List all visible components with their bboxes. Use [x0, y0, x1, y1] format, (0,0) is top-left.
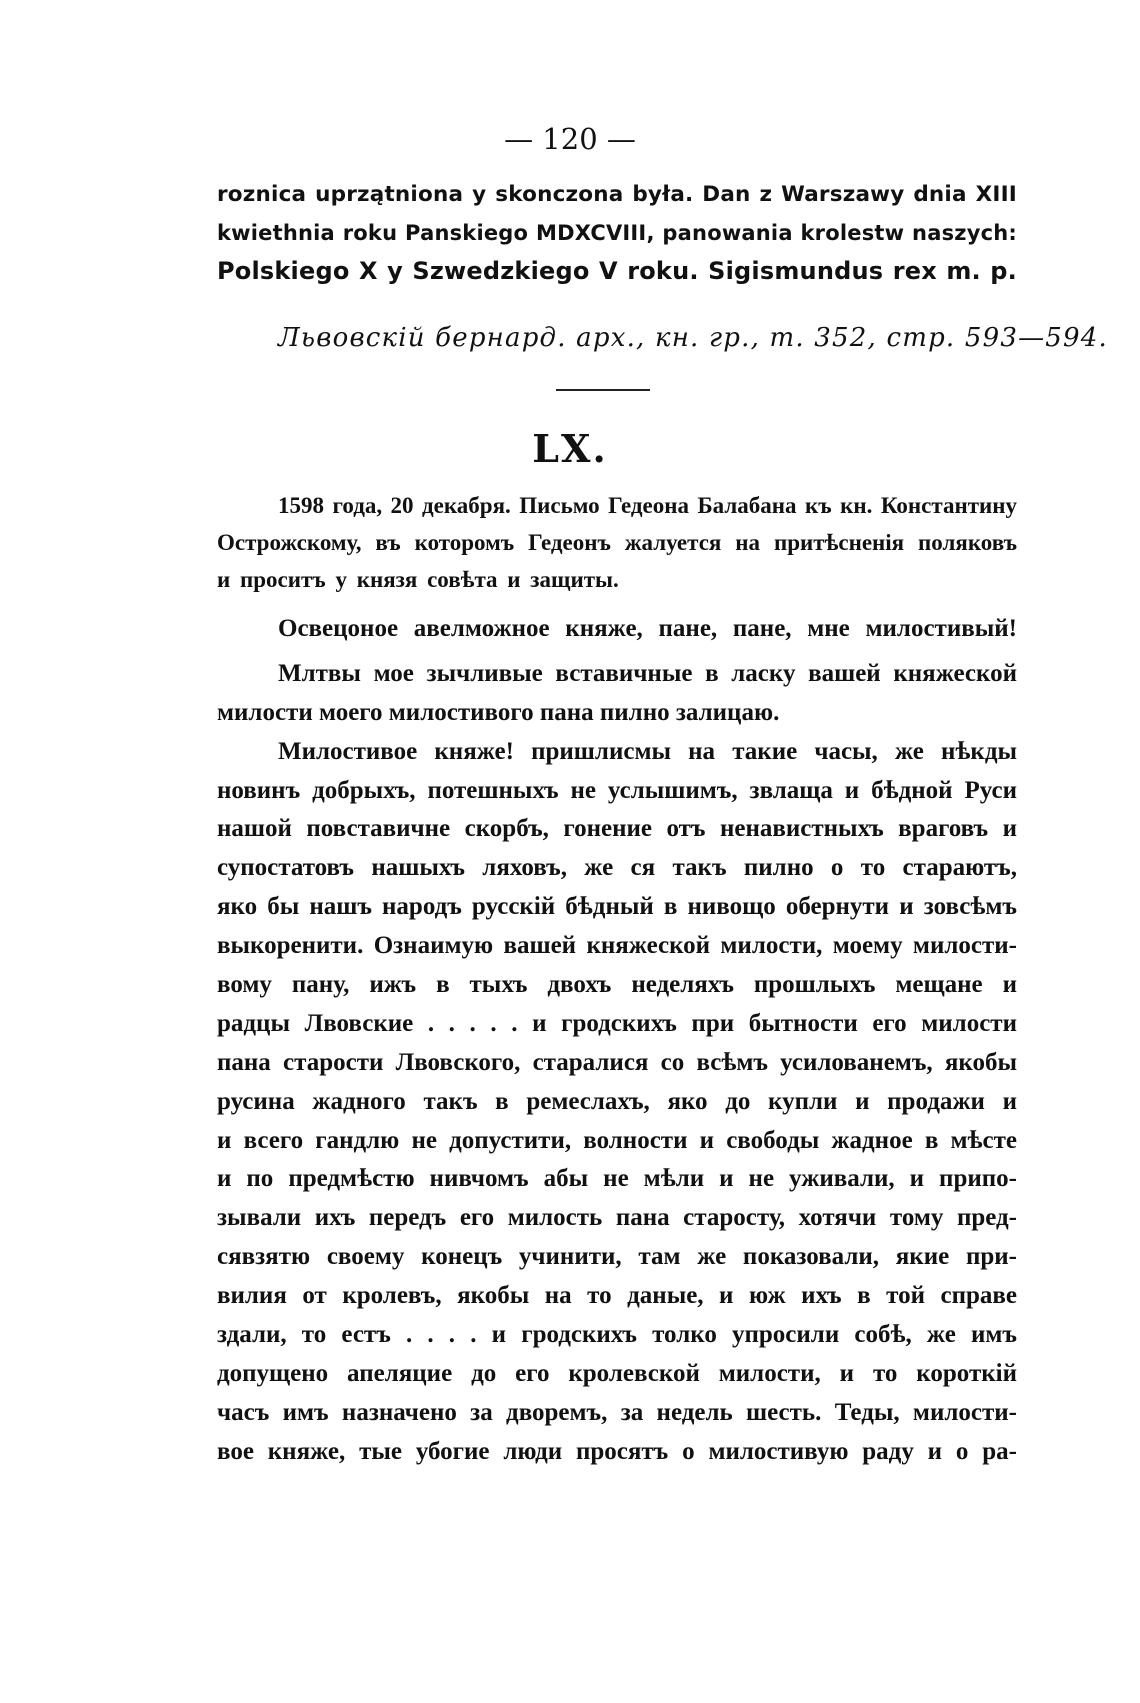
polish-text-line: roznica uprzątniona y skonczona była. Dan z Warszawy dnia XIII [217, 182, 1017, 207]
paragraph-line: радцы Лвовские . . . . . и гродскихъ при бытности его милости [217, 1009, 1017, 1037]
heading-line: и проситъ у князя совѣта и защиты. [217, 567, 619, 592]
paragraph-line: нашой повставичне скорбъ, гонение отъ ненавистныхъ враговъ и [217, 815, 1017, 843]
document-heading [217, 487, 1017, 598]
paragraph-line: и по предмѣстю нивчомъ абы не мѣли и не уживали, и припо- [217, 1165, 1017, 1193]
paragraph-line: новинъ добрыхъ, потешныхъ не услышимъ, звлаща и бѣдной Руси [217, 776, 1017, 804]
paragraph-line: и всего гандлю не допустити, волности и свободы жадное в мѣсте [217, 1126, 1017, 1154]
page-number: — 120 — [504, 122, 636, 156]
paragraph-line: яко бы нашъ народъ русскій бѣдный в нивощо обернути и зовсѣмъ [217, 893, 1017, 921]
polish-text-line: kwiethnia roku Panskiego MDXCVIII, panowania krolestw naszych: [217, 221, 1017, 245]
paragraph-line: часъ имъ назначено за дворемъ, за недель шесть. Теды, милости- [217, 1398, 1017, 1426]
paragraph-line: русина жадного такъ в ремеслахъ, яко до купли и продажи и [217, 1087, 1017, 1115]
letter-greeting: Освецоное авелможное княже, пане, пане, мне милостивый! [278, 615, 1017, 642]
paragraph-line: вилия от кролевъ, якобы на то даные, и юж ихъ в той справе [217, 1282, 1017, 1310]
paragraph-line: пана старости Лвовского, старалися со всѣмъ усилованемъ, якобы [217, 1048, 1017, 1076]
paragraph-line: зывали ихъ передъ его милость пана старосту, хотячи тому пред- [217, 1204, 1017, 1232]
letter-body [217, 610, 1017, 1472]
paragraph-line: вому пану, ижъ в тыхъ двохъ неделяхъ прошлыхъ мещане и [217, 971, 1017, 999]
paragraph-line: выкоренити. Ознаимую вашей княжеской милости, моему милости- [217, 932, 1017, 960]
paragraph-line: здали, то естъ . . . . и гродскихъ толко упросили собѣ, же имъ [217, 1321, 1017, 1349]
heading-line: Острожскому, въ которомъ Гедеонъ жалуется на притѣсненія поляковъ [217, 530, 1017, 555]
section-divider [556, 389, 650, 391]
paragraph-line: супостатовъ нашыхъ ляховъ, же ся такъ пилно о то стараютъ, [217, 854, 1017, 882]
source-citation: Львовскій бернард. арх., кн. гр., т. 352, стр. 593—594. [278, 323, 1108, 353]
paragraph-line: милости моего милостивого пана пилно залицаю. [217, 698, 780, 726]
paragraph-line: вое княже, тые убогие люди просятъ о милостивую раду и о ра- [217, 1437, 1017, 1465]
polish-text-line: Polskiego X y Szwedzkiego V roku. Sigismundus rex m. p. [217, 257, 1017, 285]
paragraph-line: сявзятю своему конецъ учинити, там же показовали, якие при- [217, 1243, 1017, 1271]
paragraph-line: Милостивое княже! пришлисмы на такие часы, же нѣкды [278, 737, 1017, 765]
heading-line: 1598 года, 20 декабря. Письмо Гедеона Балабана къ кн. Константину [278, 493, 1017, 518]
paragraph-line: допущено апеляцие до его кролевской милости, и то короткій [217, 1359, 1017, 1387]
polish-text-block [217, 176, 1017, 290]
document-number: LX. [532, 426, 608, 471]
paragraph-line: Млтвы мое зычливые вставичные в ласку вашей княжеской [278, 659, 1017, 687]
